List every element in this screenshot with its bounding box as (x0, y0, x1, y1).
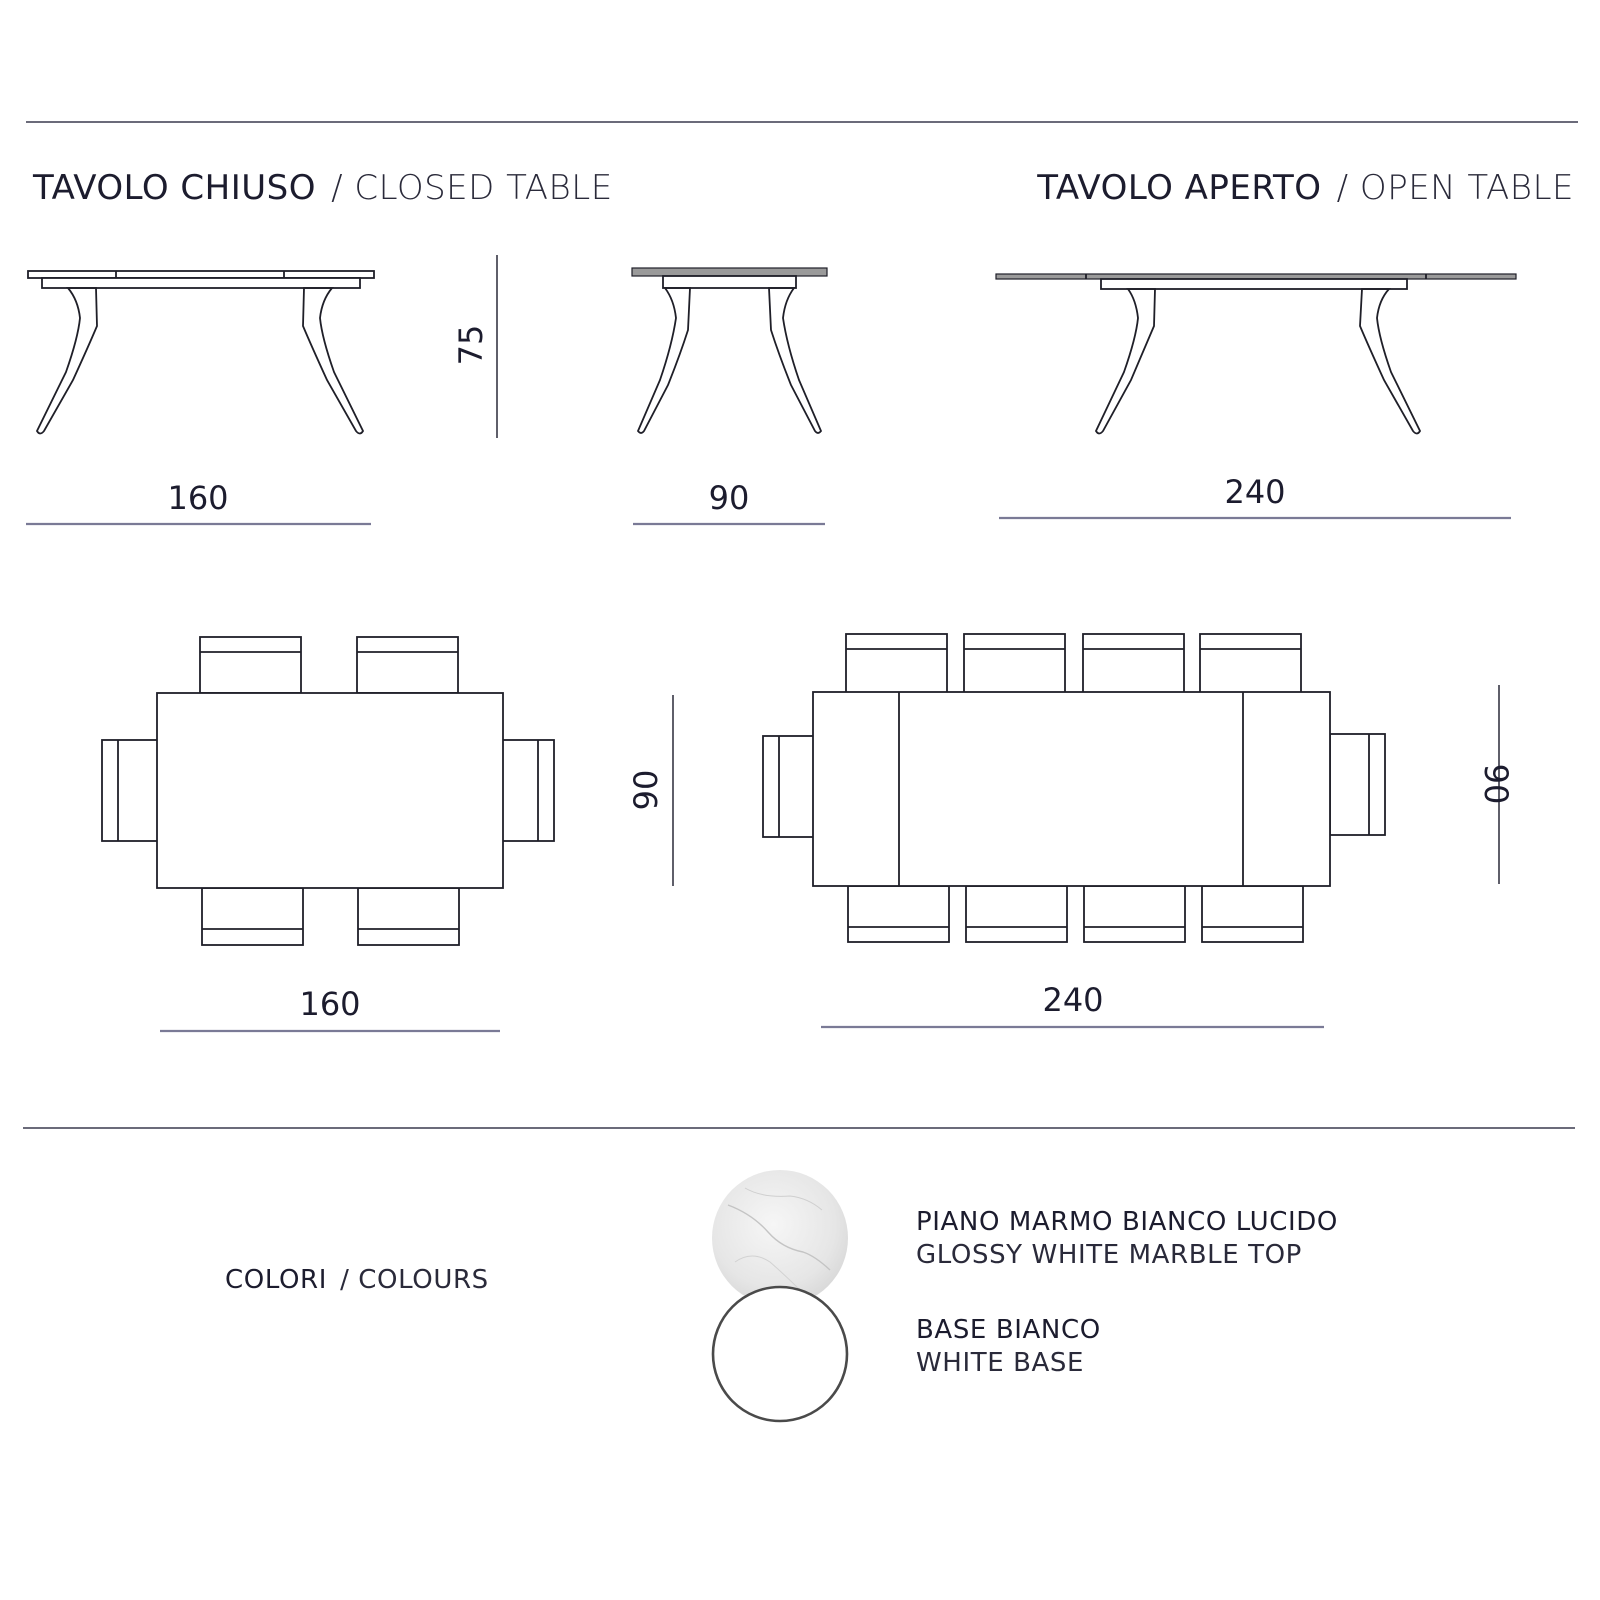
chair (200, 637, 301, 693)
chair (966, 886, 1067, 942)
closed-width-label: 160 (167, 479, 229, 517)
chair (964, 634, 1065, 693)
chair (358, 888, 459, 945)
open-plan-width-label: 240 (1042, 981, 1104, 1019)
top-name-it: PIANO MARMO BIANCO LUCIDO (916, 1207, 1338, 1237)
chair (848, 886, 949, 942)
open-table-plan (763, 634, 1385, 942)
height-dimension-label: 75 (452, 324, 490, 366)
open-width-label: 240 (1224, 473, 1286, 511)
closed-table-title: TAVOLO CHIUSO / CLOSED TABLE (33, 168, 613, 208)
closed-table-front-elevation (28, 271, 374, 434)
chair (1202, 886, 1303, 942)
closed-plan-width-label: 160 (299, 985, 361, 1023)
base-name-en: WHITE BASE (916, 1348, 1085, 1378)
white-base-swatch (713, 1287, 847, 1421)
chair (1200, 634, 1301, 693)
marble-swatch (712, 1170, 848, 1306)
chair (202, 888, 303, 945)
depth-label: 90 (708, 479, 750, 517)
open-table-title: TAVOLO APERTO / OPEN TABLE (1037, 168, 1574, 208)
closed-plan-depth-label: 90 (627, 769, 665, 811)
top-name-en: GLOSSY WHITE MARBLE TOP (916, 1240, 1302, 1270)
open-table-front-elevation (996, 274, 1516, 434)
chair (1084, 886, 1185, 942)
chair (357, 637, 458, 693)
chair (500, 740, 554, 841)
chair (846, 634, 947, 693)
chair (1083, 634, 1184, 693)
table-side-elevation (632, 268, 827, 433)
closed-table-top (157, 693, 503, 888)
colours-title: COLORI / COLOURS (225, 1265, 489, 1295)
chair (102, 740, 158, 841)
base-name-it: BASE BIANCO (916, 1315, 1101, 1345)
closed-table-plan (102, 637, 554, 945)
chair (1330, 734, 1385, 835)
chair (763, 736, 818, 837)
open-table-top (813, 692, 1330, 886)
open-plan-depth-label: 90 (1477, 763, 1515, 805)
